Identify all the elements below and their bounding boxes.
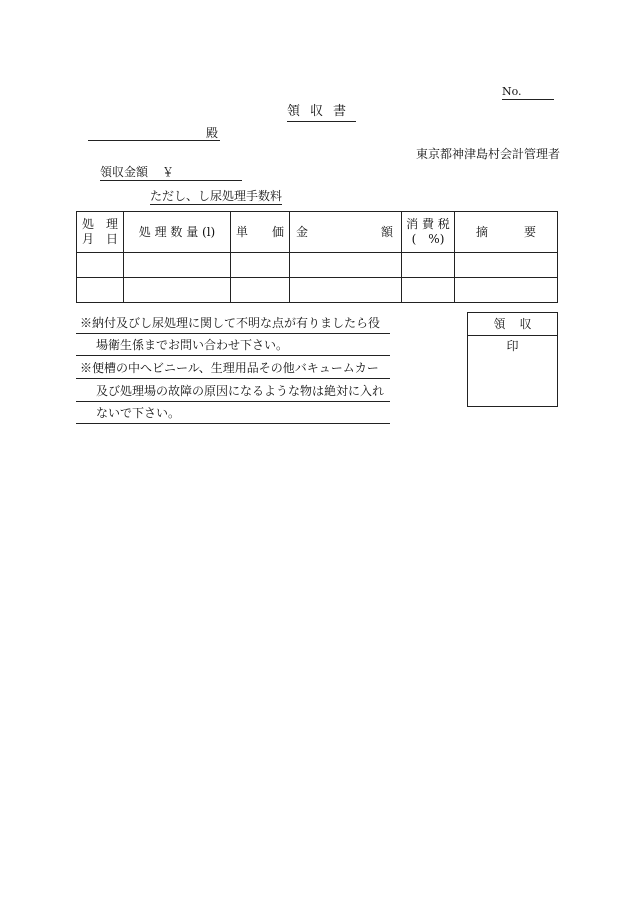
yen-symbol: ￥ (162, 165, 175, 179)
document-title: 領収書 (287, 104, 356, 122)
issuer-name: 東京都神津島村会計管理者 (416, 147, 561, 161)
note-text: 場衛生係までお問い合わせ下さい。 (96, 338, 289, 352)
purpose-line: ただし、し尿処理手数料 (150, 189, 283, 203)
note-text: ないで下さい。 (96, 406, 181, 420)
table-cell[interactable] (402, 278, 455, 303)
addressee-field (88, 127, 220, 141)
col-remarks: 摘 要 (455, 212, 558, 253)
stamp-label: 領収印 (468, 313, 557, 336)
received-amount-field (100, 165, 242, 181)
table-cell[interactable] (290, 253, 402, 278)
table-row (77, 278, 558, 303)
table-cell[interactable] (455, 253, 558, 278)
note-text: ※便槽の中へビニール、生理用品その他バキュームカー (80, 361, 379, 375)
col-amount: 金 額 (290, 212, 402, 253)
receipt-stamp-box (467, 312, 558, 407)
table-cell[interactable] (77, 253, 124, 278)
note-text: 及び処理場の故障の原因になるような物は絶対に入れ (96, 384, 385, 398)
col-processing-date: 処 理 月 日 (77, 212, 124, 253)
addressee-honorific: 殿 (206, 126, 219, 140)
col-consumption-tax: 消 費 税 ( %) (402, 212, 455, 253)
table-cell[interactable] (231, 253, 290, 278)
col-unit-price: 単 価 (231, 212, 290, 253)
table-row (77, 253, 558, 278)
receipt-number-field: No. (502, 86, 554, 100)
table-cell[interactable] (124, 278, 231, 303)
table-cell[interactable] (231, 278, 290, 303)
note-text: ※納付及びし尿処理に関して不明な点が有りましたら役 (80, 316, 381, 330)
col-processing-quantity: 処 理 数 量 (l) (124, 212, 231, 253)
processing-record-table (76, 211, 558, 303)
amount-label: 領収金額 (100, 165, 149, 179)
table-cell[interactable] (124, 253, 231, 278)
table-cell[interactable] (290, 278, 402, 303)
table-cell[interactable] (77, 278, 124, 303)
table-header-row (77, 212, 558, 253)
table-cell[interactable] (402, 253, 455, 278)
table-cell[interactable] (455, 278, 558, 303)
